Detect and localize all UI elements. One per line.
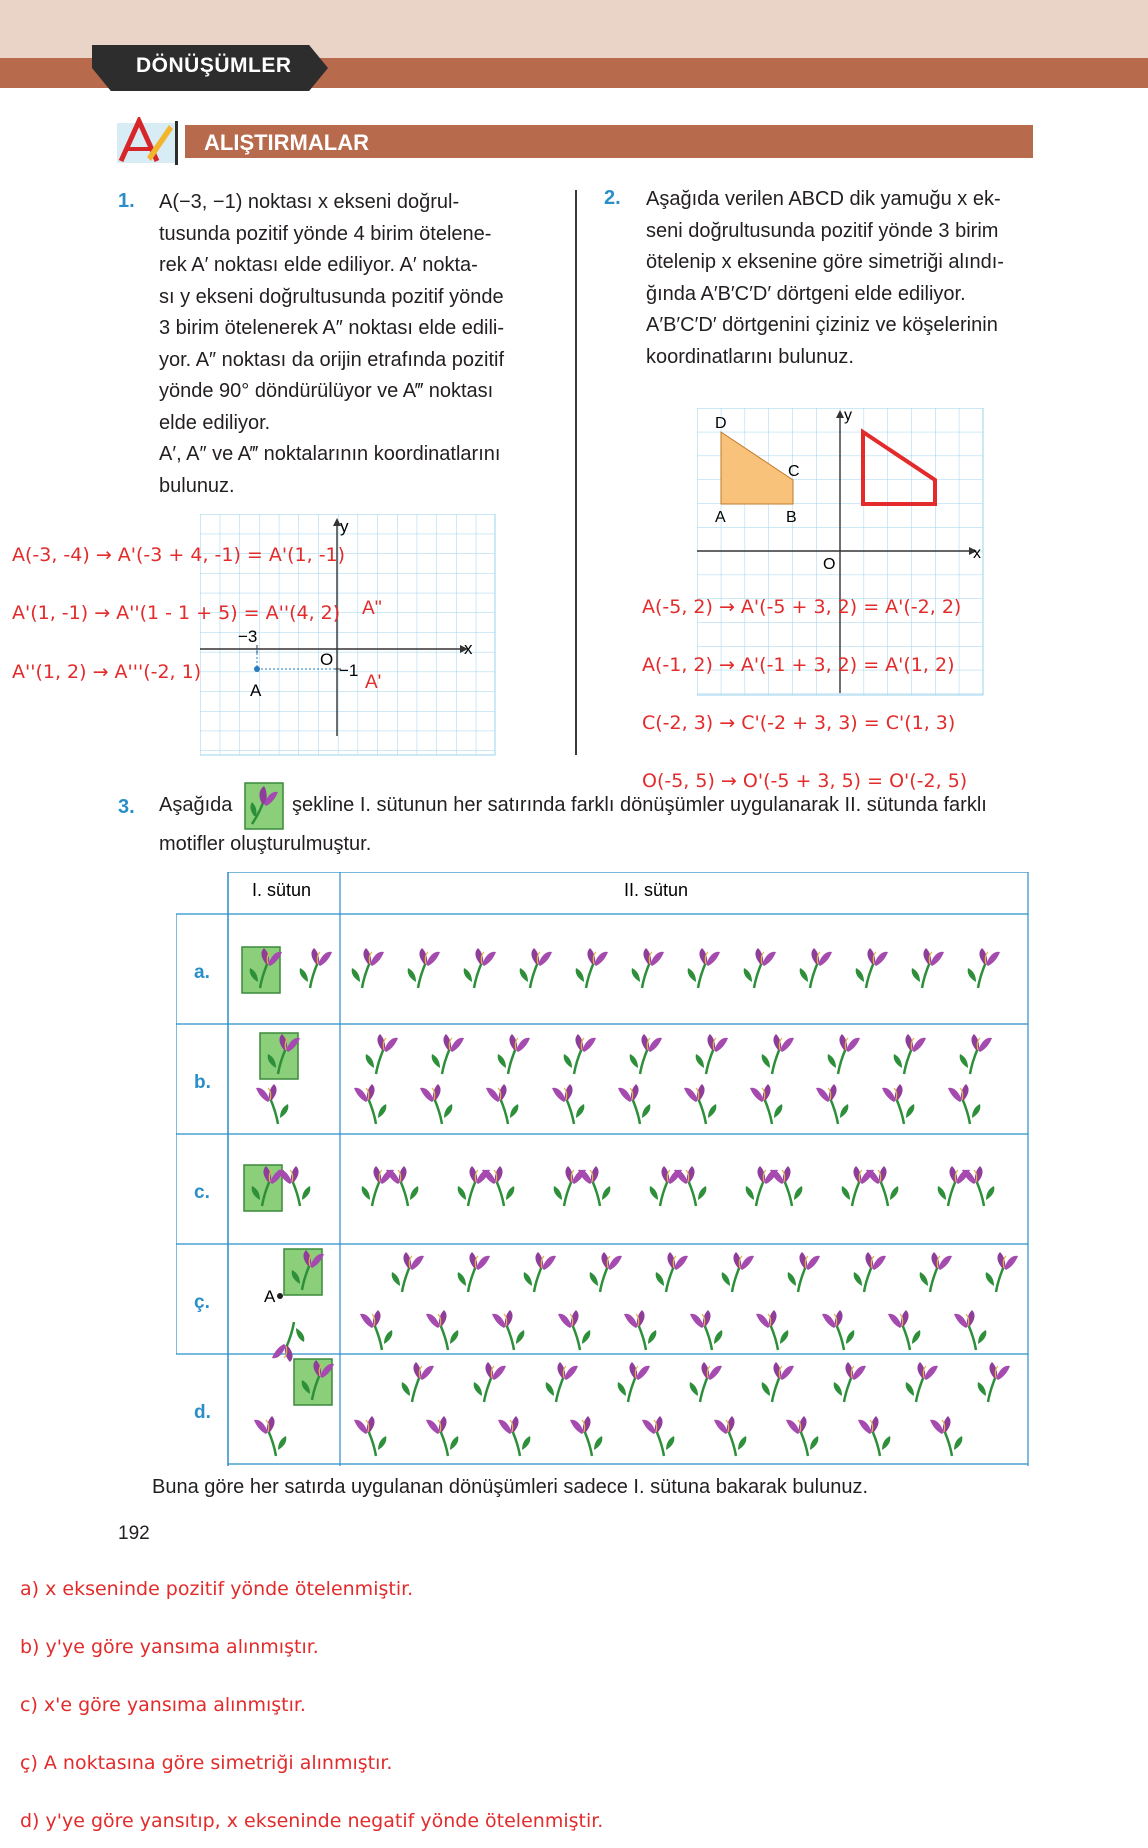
q1-line: sı y ekseni doğrultusunda pozitif yönde bbox=[159, 285, 504, 308]
q1-tick-neg3: −3 bbox=[238, 627, 258, 646]
q3-point-a: A bbox=[264, 1287, 276, 1306]
q2-answer-line: C(-2, 3) → C'(-2 + 3, 3) = C'(1, 3) bbox=[642, 712, 956, 734]
q2-answer-line: O(-5, 5) → O'(-5 + 3, 5) = O'(-2, 5) bbox=[642, 770, 968, 792]
q1-origin: O bbox=[320, 650, 334, 669]
q2-line: Aşağıda verilen ABCD dik yamuğu x ek- bbox=[646, 188, 1001, 210]
q2-number: 2. bbox=[604, 187, 621, 209]
q1-line: tusunda pozitif yönde 4 birim ötelene- bbox=[159, 222, 492, 245]
q1-mark-a1: A' bbox=[365, 672, 382, 693]
q1-line: bulunuz. bbox=[159, 474, 235, 497]
q2-text bbox=[646, 184, 1033, 373]
q1-text bbox=[159, 187, 545, 502]
q3-row-c-motif bbox=[362, 1166, 995, 1206]
q1-axis-x: x bbox=[464, 639, 473, 658]
q1-line: rek A′ noktası elde ediliyor. A′ nokta- bbox=[159, 254, 478, 276]
q2-axis-y: y bbox=[844, 408, 852, 424]
q1-line: A′, A″ ve A‴ noktalarının koordinatlarını bbox=[159, 443, 501, 465]
q3-row-c: c. bbox=[194, 1182, 210, 1203]
page-number: 192 bbox=[118, 1523, 150, 1544]
q2-answer-line: A(-5, 2) → A'(-5 + 3, 2) = A'(-2, 2) bbox=[642, 596, 962, 618]
q1-answer-line: A''(1, 2) → A'''(-2, 1) bbox=[12, 661, 202, 683]
q3-text-line2: motifler oluşturulmuştur. bbox=[159, 833, 372, 855]
q3-answer-c: c) x'e göre yansıma alınmıştır. bbox=[20, 1694, 306, 1716]
q3-row-d: d. bbox=[194, 1402, 211, 1423]
column-divider bbox=[575, 190, 577, 755]
q3-answer-cc: ç) A noktasına göre simetriği alınmıştır. bbox=[20, 1752, 393, 1774]
q1-answer-line: A(-3, -4) → A'(-3 + 4, -1) = A'(1, -1) bbox=[12, 544, 346, 566]
q1-axis-y: y bbox=[340, 517, 349, 536]
q2-origin: O bbox=[823, 556, 836, 573]
q3-row-b-motif bbox=[354, 1034, 992, 1124]
q2-answer-line: A(-1, 2) → A'(-1 + 3, 2) = A'(1, 2) bbox=[642, 654, 955, 676]
q1-answer-line: A'(1, -1) → A''(1 - 1 + 5) = A''(4, 2) bbox=[12, 602, 341, 624]
q1-line: yönde 90° döndürülüyor ve A‴ noktası bbox=[159, 380, 494, 402]
q3-number: 3. bbox=[118, 796, 135, 818]
q3-row-b-col1 bbox=[256, 1033, 300, 1124]
q2-line: ötelenip x eksenine göre simetriği alındı- bbox=[646, 251, 1004, 273]
q3-row-d-motif bbox=[354, 1362, 1010, 1456]
q3-row-cc: ç. bbox=[194, 1292, 210, 1313]
q3-text-pre: Aşağıda bbox=[159, 794, 233, 816]
q3-motif-table bbox=[176, 872, 1030, 1468]
q3-row-b: b. bbox=[194, 1072, 211, 1093]
q3-answer-b: b) y'ye göre yansıma alınmıştır. bbox=[20, 1636, 319, 1658]
q3-answer-d: d) y'ye göre yansıtıp, x ekseninde negatif yönde ötelenmiştir. bbox=[20, 1810, 604, 1832]
q3-col2-header: II. sütun bbox=[624, 880, 689, 900]
q2-line: ğında A′B′C′D′ dörtgeni elde ediliyor. bbox=[646, 282, 966, 305]
q3-row-d-col1 bbox=[254, 1359, 334, 1456]
q3-row-a-col1 bbox=[242, 947, 332, 993]
q3-flower-icon bbox=[244, 782, 284, 830]
q1-number: 1. bbox=[118, 190, 135, 212]
q3-row-a-motif bbox=[352, 948, 1000, 988]
chapter-title: DÖNÜŞÜMLER bbox=[136, 54, 292, 77]
q3-col1-header: I. sütun bbox=[252, 880, 312, 900]
exercises-title: ALIŞTIRMALAR bbox=[204, 130, 369, 155]
q3-row-cc-col1 bbox=[264, 1249, 324, 1362]
q1-point-a: A bbox=[250, 681, 262, 700]
q1-line: elde ediliyor. bbox=[159, 411, 271, 434]
q2-label-c: C bbox=[788, 463, 800, 480]
q1-line: yor. A″ noktası da orijin etrafında pozitif bbox=[159, 348, 505, 371]
q1-tick-neg1: −1 bbox=[339, 661, 359, 680]
q3-row-a: a. bbox=[194, 962, 210, 983]
q3-answer-a: a) x ekseninde pozitif yönde ötelenmiştir. bbox=[20, 1578, 414, 1600]
q3-row-c-col1 bbox=[244, 1165, 310, 1211]
q2-line: seni doğrultusunda pozitif yönde 3 birim bbox=[646, 219, 999, 242]
q1-mark-a2: A'' bbox=[362, 598, 382, 619]
q2-line: koordinatlarını bulunuz. bbox=[646, 345, 854, 368]
q3-row-cc-motif bbox=[360, 1252, 1018, 1350]
q3-footer: Buna göre her satırda uygulanan dönüşümleri sadece I. sütuna bakarak bulunuz. bbox=[152, 1476, 869, 1498]
exercises-logo-icon bbox=[117, 117, 179, 167]
q2-label-d: D bbox=[715, 415, 727, 432]
q2-axis-x: x bbox=[973, 545, 981, 562]
q2-label-b: B bbox=[786, 509, 797, 526]
q1-line: 3 birim ötelenerek A″ noktası elde edili- bbox=[159, 317, 505, 339]
q1-line: A(−3, −1) noktası x ekseni doğrul- bbox=[159, 191, 460, 213]
q2-line: A′B′C′D′ dörtgenini çiziniz ve köşelerinin bbox=[646, 314, 998, 336]
q2-label-a: A bbox=[715, 509, 726, 526]
q3-text-post: şekline I. sütunun her satırında farklı dönüşümler uygulanarak II. sütunda farklı bbox=[292, 794, 987, 816]
